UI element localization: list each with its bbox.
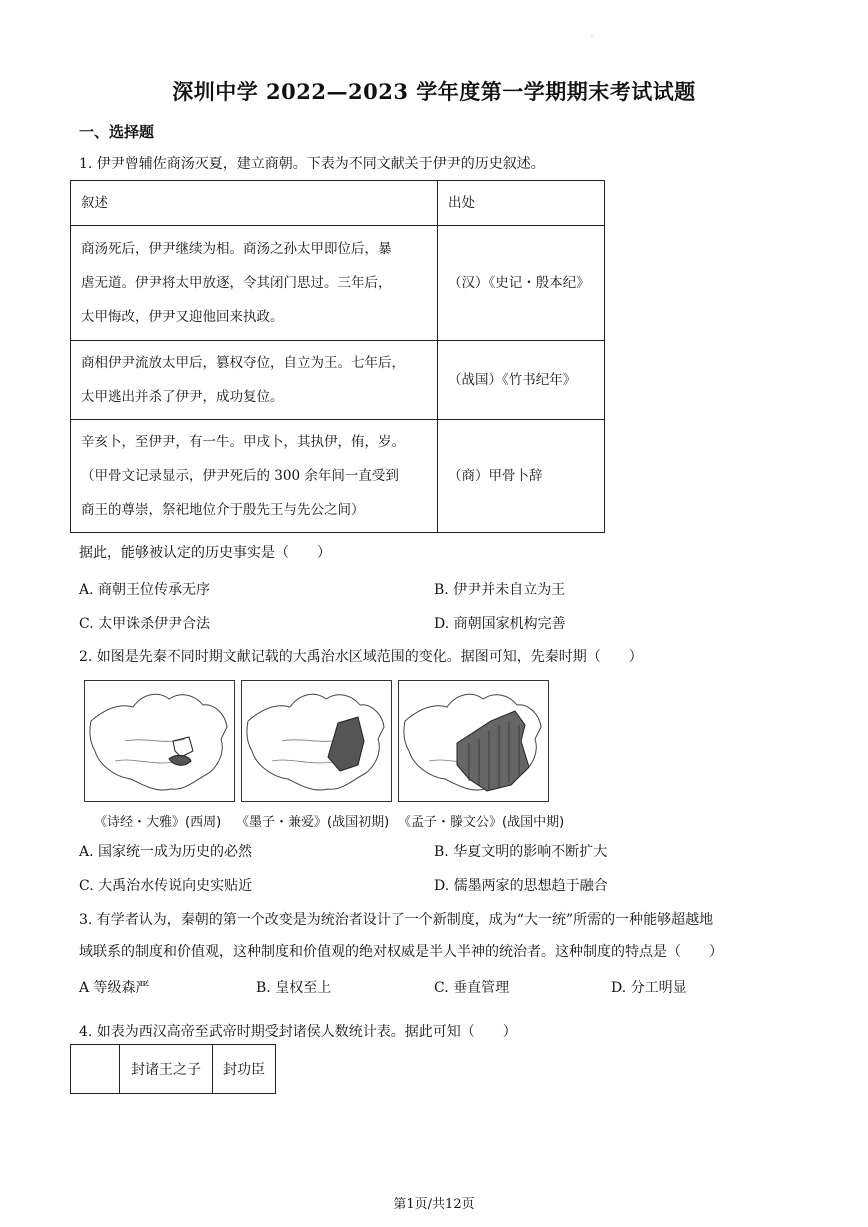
table-cell-source: （商）甲骨卜辞 — [438, 420, 605, 533]
table-row — [71, 226, 605, 341]
narrative-line: 辛亥卜，至伊尹，有一牛。甲戌卜，其执伊，侑，岁。 — [81, 434, 405, 450]
q2-option-d[interactable]: D. 儒墨两家的思想趋于融合 — [434, 878, 608, 894]
table-cell-narrative — [71, 341, 438, 420]
table-cell-narrative — [71, 226, 438, 341]
q3-stem-line2: 域联系的制度和价值观，这种制度和价值观的绝对权威是半人半神的统治者。这种制度的特点是（ ） — [79, 944, 723, 960]
narrative-line: 虐无道。伊尹将太甲放逐，令其闭门思过。三年后， — [81, 275, 392, 291]
map-west-zhou — [84, 680, 235, 802]
section-heading: 一、选择题 — [79, 123, 155, 141]
q3-option-c[interactable]: C. 垂直管理 — [434, 980, 510, 996]
narrative-line: 商汤死后，伊尹继续为相。商汤之孙太甲即位后，暴 — [81, 241, 392, 257]
table-row — [71, 420, 605, 533]
narrative-line: 商王的尊崇，祭祀地位介于殷先王与先公之间） — [81, 502, 365, 518]
q1-question: 据此，能够被认定的历史事实是（ ） — [79, 545, 331, 561]
q3-option-b[interactable]: B. 皇权至上 — [256, 980, 332, 996]
table-header-narrative: 叙述 — [71, 181, 438, 226]
table-row — [71, 341, 605, 420]
q4-stem: 4. 如表为西汉高帝至武帝时期受封诸侯人数统计表。据此可知（ ） — [79, 1024, 517, 1040]
map-caption-3: 《孟子・滕文公》(战国中期) — [398, 815, 565, 830]
page-title: 深圳中学 2022—2023 学年度第一学期期末考试试题 — [172, 79, 696, 104]
table-header-source: 出处 — [438, 181, 605, 226]
q3-option-d[interactable]: D. 分工明显 — [611, 980, 687, 996]
map-early-warring-states — [241, 680, 392, 802]
table-header-row — [71, 181, 605, 226]
q2-option-c[interactable]: C. 大禹治水传说向史实贴近 — [79, 878, 253, 894]
q1-option-a[interactable]: A. 商朝王位传承无序 — [79, 582, 211, 598]
china-map-outline-icon — [85, 681, 234, 801]
table-header-row — [71, 1045, 276, 1094]
q2-option-a[interactable]: A. 国家统一成为历史的必然 — [79, 844, 253, 860]
q2-stem: 2. 如图是先秦不同时期文献记载的大禹治水区域范围的变化。据图可知，先秦时期（ ） — [79, 649, 643, 665]
table-cell-source: （战国）《竹书纪年》 — [438, 341, 605, 420]
scan-dot: · — [591, 34, 593, 41]
q1-option-d[interactable]: D. 商朝国家机构完善 — [434, 616, 566, 632]
q2-option-b[interactable]: B. 华夏文明的影响不断扩大 — [434, 844, 608, 860]
china-map-outline-icon — [399, 681, 548, 801]
map-caption-1: 《诗经・大雅》(西周) — [94, 815, 222, 830]
table-cell-source: （汉）《史记・殷本纪》 — [438, 226, 605, 341]
table-cell-narrative — [71, 420, 438, 533]
narrative-line: 太甲逃出并杀了伊尹，成功复位。 — [81, 389, 284, 405]
narrative-line: （甲骨文记录显示，伊尹死后的 300 余年间一直受到 — [81, 468, 399, 484]
narrative-line: 商相伊尹流放太甲后，篡权夺位，自立为王。七年后， — [81, 355, 405, 371]
q4-table — [70, 1044, 276, 1094]
table-header-princes-sons: 封诸王之子 — [120, 1045, 213, 1094]
q3-stem-line1: 3. 有学者认为，秦朝的第一个改变是为统治者设计了一个新制度，成为“大一统”所需的一种能够超越地 — [79, 912, 714, 928]
q1-stem: 1. 伊尹曾辅佐商汤灭夏，建立商朝。下表为不同文献关于伊尹的历史叙述。 — [79, 156, 545, 172]
q1-table — [70, 180, 605, 533]
map-caption-2: 《墨子・兼爱》(战国初期) — [236, 815, 390, 830]
page-footer: 第1页/共12页 — [393, 1197, 475, 1212]
q3-option-a[interactable]: A 等级森严 — [79, 980, 150, 996]
china-map-outline-icon — [242, 681, 391, 801]
map-mid-warring-states — [398, 680, 549, 802]
q1-option-c[interactable]: C. 太甲诛杀伊尹合法 — [79, 616, 211, 632]
table-header-empty — [71, 1045, 120, 1094]
table-header-meritorious-officials: 封功臣 — [213, 1045, 276, 1094]
q1-option-b[interactable]: B. 伊尹并未自立为王 — [434, 582, 566, 598]
narrative-line: 太甲悔改，伊尹又迎他回来执政。 — [81, 309, 284, 325]
